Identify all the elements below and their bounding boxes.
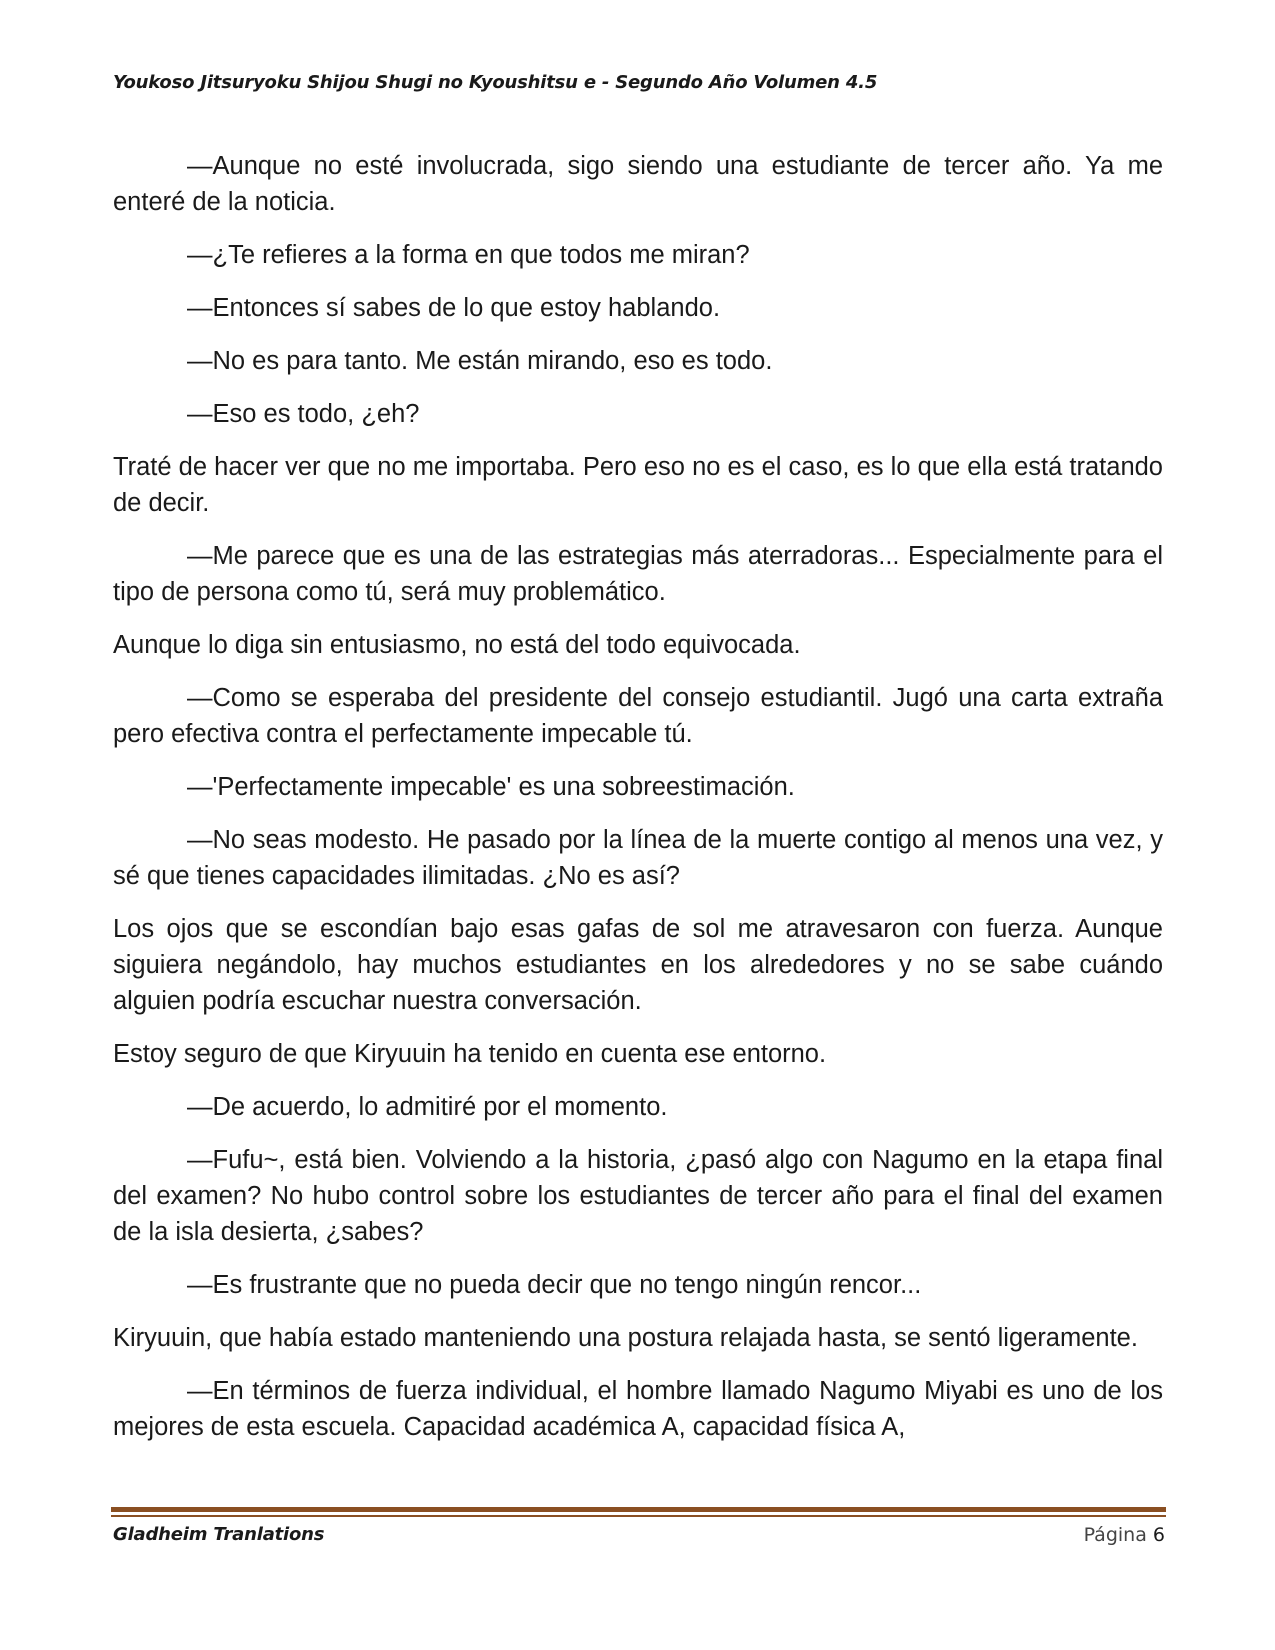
paragraph: Estoy seguro de que Kiryuuin ha tenido en cuenta ese entorno.: [113, 1040, 827, 1068]
footer-credit: Gladheim Tranlations: [113, 1524, 325, 1545]
paragraph: Aunque lo diga sin entusiasmo, no está del todo equivocada.: [113, 631, 801, 659]
body-text: [113, 148, 1163, 1462]
paragraph: Traté de hacer ver que no me importaba. Pero eso no es el caso, es lo que ella está tratando de decir.: [113, 453, 1163, 517]
paragraph: —No es para tanto. Me están mirando, eso es todo.: [187, 347, 773, 375]
paragraph: —Eso es todo, ¿eh?: [187, 400, 420, 428]
paragraph: —No seas modesto. He pasado por la línea de la muerte contigo al menos una vez, y sé que tienes capacidades ilimitadas. ¿No es así?: [113, 826, 1163, 890]
footer-rule-thin: [111, 1515, 1166, 1517]
page-label: Página: [1083, 1524, 1147, 1546]
paragraph: —Fufu~, está bien. Volviendo a la historia, ¿pasó algo con Nagumo en la etapa final del examen? No hubo control sobre los estudiantes de tercer año para el final del examen de la isla desierta, ¿sabes?: [113, 1146, 1163, 1246]
page-number: 6: [1152, 1524, 1165, 1546]
page-header-title: Youkoso Jitsuryoku Shijou Shugi no Kyoushitsu e - Segundo Año Volumen 4.5: [113, 72, 878, 93]
paragraph: —Aunque no esté involucrada, sigo siendo una estudiante de tercer año. Ya me enteré de la noticia.: [113, 152, 1163, 216]
paragraph: —Como se esperaba del presidente del consejo estudiantil. Jugó una carta extraña pero efectiva contra el perfectamente impecable tú.: [113, 684, 1163, 748]
paragraph: —Es frustrante que no pueda decir que no tengo ningún rencor...: [187, 1271, 922, 1299]
paragraph: Los ojos que se escondían bajo esas gafas de sol me atravesaron con fuerza. Aunque siguiera negándolo, hay muchos estudiantes en los alrededores y no se sabe cuándo alguien podría escuchar nuestra conversación.: [113, 915, 1163, 1015]
paragraph: —Entonces sí sabes de lo que estoy hablando.: [187, 294, 721, 322]
paragraph: —'Perfectamente impecable' es una sobreestimación.: [187, 773, 795, 801]
paragraph: —En términos de fuerza individual, el hombre llamado Nagumo Miyabi es uno de los mejores de esta escuela. Capacidad académica A, capacidad física A,: [113, 1377, 1163, 1441]
paragraph: —¿Te refieres a la forma en que todos me miran?: [187, 241, 750, 269]
paragraph: Kiryuuin, que había estado manteniendo una postura relajada hasta, se sentó ligeramente.: [113, 1324, 1138, 1352]
paragraph: —De acuerdo, lo admitiré por el momento.: [187, 1093, 668, 1121]
footer-rule-thick: [111, 1507, 1166, 1512]
paragraph: —Me parece que es una de las estrategias más aterradoras... Especialmente para el tipo de persona como tú, será muy problemático.: [113, 542, 1163, 606]
page-number-label: [1084, 1524, 1165, 1546]
